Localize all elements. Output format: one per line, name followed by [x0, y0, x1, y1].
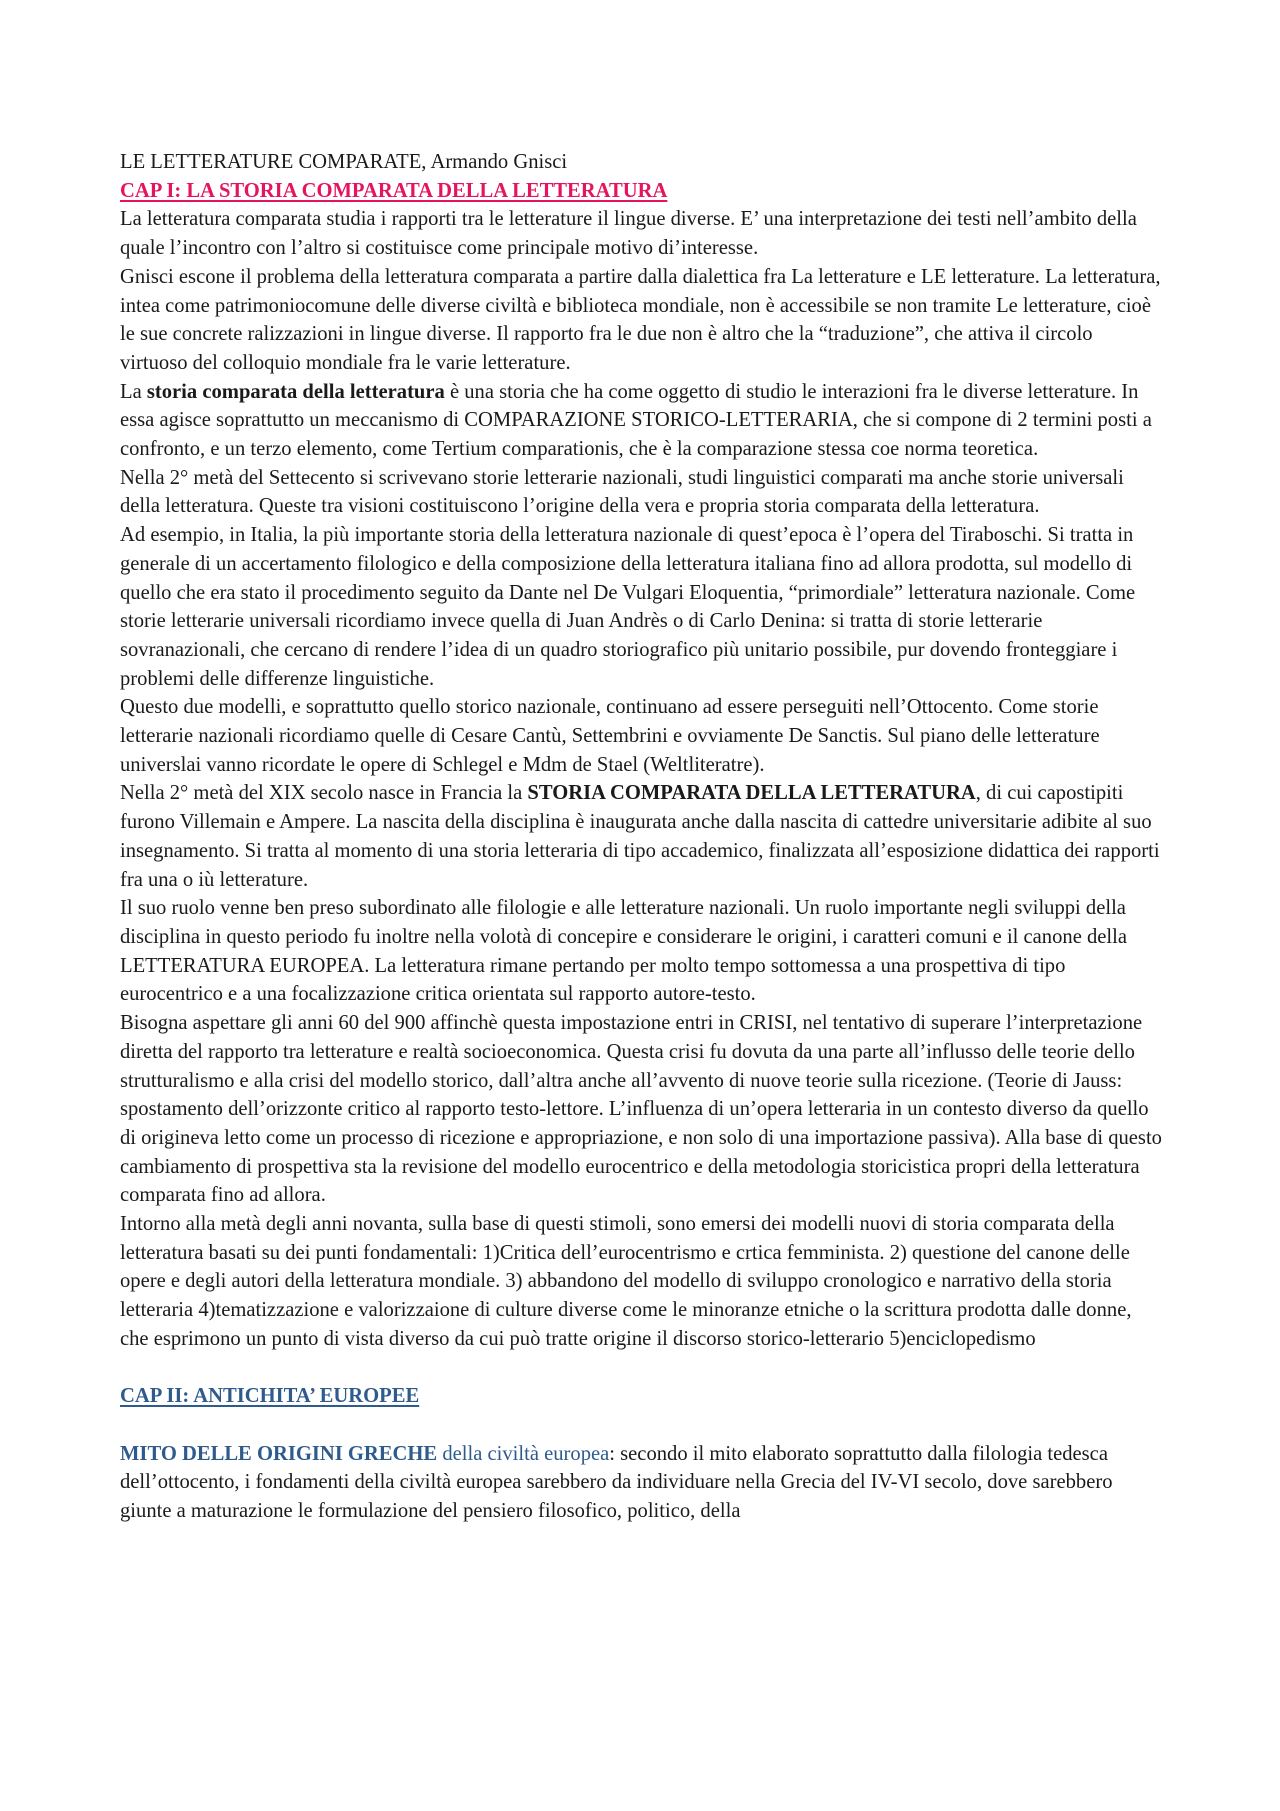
paragraph-4: Nella 2° metà del Settecento si scrivevano storie letterarie nazionali, studi linguistici comparati ma anche storie universali della letteratura. Queste tra visioni costituiscono l’origine della vera e propria storia comparata della letteratura.: [120, 466, 1124, 518]
paragraph-1: La letteratura comparata studia i rapporti tra le letterature il lingue diverse. E’ una interpretazione dei testi nell’ambito della quale l’incontro con l’altro si costituisce come principale motivo di’interesse.: [120, 208, 1137, 260]
paragraph-11: [120, 1440, 1165, 1526]
paragraph-3-bold-term: storia comparata della letteratura: [146, 380, 445, 403]
chapter-2-heading: CAP II: ANTICHITA’ EUROPEE: [120, 1385, 420, 1408]
blank-line: [120, 1354, 1165, 1383]
paragraph-3-start: La: [120, 380, 147, 403]
paragraph-8: Il suo ruolo venne ben preso subordinato alle filologie e alle letterature nazionali. Un ruolo importante negli sviluppi della disciplina in questo periodo fu inoltre nella volotà di concepire e considerare le origini, i caratteri comuni e il canone della LETTERATURA EUROPEA. La letteratura rimane pertando per molto tempo sottomessa a una prospettiva di tipo eurocentrico e a una focalizzazione critica orientata sul rapporto autore-testo.: [120, 897, 1128, 1006]
paragraph-7: [120, 779, 1165, 894]
paragraph-2: Gnisci escone il problema della letteratura comparata a partire dalla dialettica fra La letterature e LE letterature. La letteratura, intea come patrimoniocomune delle diverse civiltà e biblioteca mondiale, non è accessibile se non tramite Le letterature, cioè le sue concrete ralizzazioni in lingue diverse. Il rapporto fra le due non è altro che la “traduzione”, che attiva il circolo virtuoso del colloquio mondiale fra le varie letterature.: [120, 265, 1161, 374]
paragraph-7-start: Nella 2° metà del XIX secolo nasce in Francia la: [120, 782, 528, 805]
paragraph-10: Intorno alla metà degli anni novanta, sulla base di questi stimoli, sono emersi dei modelli nuovi di storia comparata della letteratura basati su dei punti fondamentali: 1)Critica dell’eurocentrismo e crtica femminista. 2) questione del canone delle opere e degli autori della letteratura mondiale. 3) abbandono del modello di sviluppo cronologico e narrativo della storia letteraria 4)tematizzazione e valorizzaione di culture diverse come le minoranze etniche o la scrittura prodotta dalle donne, che esprimono un punto di vista diverso da cui può tratte origine il discorso storico-letterario 5)enciclopedismo: [120, 1213, 1132, 1350]
paragraph-9: Bisogna aspettare gli anni 60 del 900 affinchè questa impostazione entri in CRISI, nel tentativo di superare l’interpretazione diretta del rapporto tra letterature e realtà socioeconomica. Questa crisi fu dovuta da una parte all’influsso delle teorie dello strutturalismo e alla crisi del modello storico, dall’altra anche all’avvento di nuove teorie sulla ricezione. (Teorie di Jauss: spostamento dell’orizzonte critico al rapporto testo-lettore. L’influenza di un’opera letteraria in un contesto diverso da quello di origineva letto come un processo di ricezione e appropriazione, e non solo di una importazione passiva). Alla base di questo cambiamento di prospettiva sta la revisione del modello eurocentrico e della metodologia storicistica propri della letteratura comparata fino ad allora.: [120, 1012, 1162, 1207]
chapter-1-heading: CAP I: LA STORIA COMPARATA DELLA LETTERATURA: [120, 179, 668, 202]
paragraph-5: Ad esempio, in Italia, la più importante storia della letteratura nazionale di quest’epoca è l’opera del Tiraboschi. Si tratta in generale di un accertamento filologico e della composizione della letteratura italiana fino ad allora prodotta, sul modello di quello che era stato il procedimento seguito da Dante nel De Vulgari Eloquentia, “primordiale” letteratura nazionale. Come storie letterarie universali ricordiamo invece quella di Juan Andrès o di Carlo Denina: si tratta di storie letterarie sovranazionali, che cercano di rendere l’idea di un quadro storiografico più unitario possibile, pur dovendo fronteggiare i problemi delle differenze linguistiche.: [120, 524, 1136, 690]
paragraph-7-bold-term: STORIA COMPARATA DELLA LETTERATURA: [527, 782, 976, 805]
paragraph-11-bold-term: MITO DELLE ORIGINI GRECHE: [120, 1442, 438, 1465]
paragraph-11-blue-term: della civiltà europea: [437, 1442, 610, 1465]
paragraph-11-rest: : secondo il mito elaborato soprattutto dalla filologia tedesca dell’ottocento, i fondamenti della civiltà europea sarebbero da individuare nella Grecia del IV-VI secolo, dove sarebbero giunte a maturazione le formulazione del pensiero filosofico, politico, della: [120, 1442, 1113, 1523]
paragraph-3: [120, 378, 1165, 464]
paragraph-7-rest: , di cui capostipiti furono Villemain e Ampere. La nascita della disciplina è inaugurata anche dalla nascita di cattedre universitarie adibite al suo insegnamento. Si tratta al momento di una storia letteraria di tipo accademico, finalizzata all’esposizione didattica dei rapporti fra una o iù letterature.: [120, 782, 1160, 891]
paragraph-6: Questo due modelli, e soprattutto quello storico nazionale, continuano ad essere perseguiti nell’Ottocento. Come storie letterarie nazionali ricordiamo quelle di Cesare Cantù, Settembrini e ovviamente De Sanctis. Sul piano delle letterature universlai vanno ricordate le opere di Schlegel e Mdm de Stael (Weltliteratre).: [120, 696, 1100, 776]
paragraph-3-rest: è una storia che ha come oggetto di studio le interazioni fra le diverse letterature. In essa agisce soprattutto un meccanismo di COMPARAZIONE STORICO-LETTERARIA, che si compone di 2 termini posti a confronto, e un terzo elemento, come Tertium comparationis, che è la comparazione stessa coe norma teoretica.: [120, 380, 1152, 461]
document-page: [120, 148, 1165, 1526]
blank-line: [120, 1411, 1165, 1440]
document-title-line: LE LETTERATURE COMPARATE, Armando Gnisci: [120, 151, 568, 173]
